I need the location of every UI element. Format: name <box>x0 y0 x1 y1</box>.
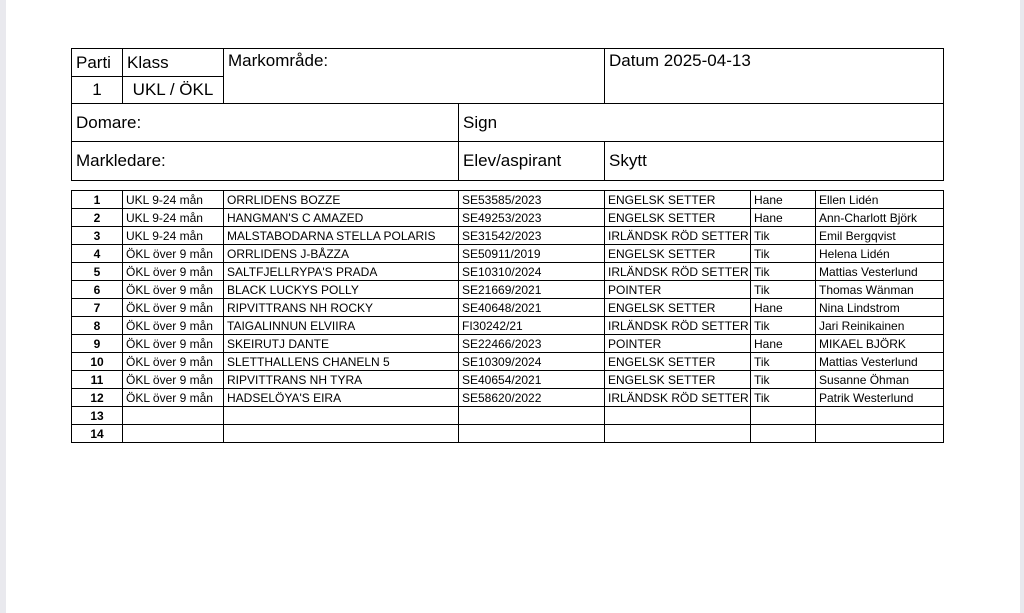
row-handler: Susanne Öhman <box>816 371 944 389</box>
row-reg-number: SE40654/2021 <box>459 371 605 389</box>
score-sheet <box>71 48 943 443</box>
row-breed: POINTER <box>605 281 751 299</box>
row-breed: ENGELSK SETTER <box>605 209 751 227</box>
row-dog-name: SLETTHALLENS CHANELN 5 <box>224 353 459 371</box>
row-klass: ÖKL över 9 mån <box>123 371 224 389</box>
row-number: 12 <box>72 389 123 407</box>
table-row <box>72 407 944 425</box>
datum-label: Datum 2025-04-13 <box>605 49 944 104</box>
table-row <box>72 335 944 353</box>
row-sex: Tik <box>751 389 816 407</box>
row-dog-name <box>224 407 459 425</box>
parti-value: 1 <box>72 77 123 104</box>
row-breed: IRLÄNDSK RÖD SETTER <box>605 263 751 281</box>
row-reg-number: SE58620/2022 <box>459 389 605 407</box>
row-dog-name: SKEIRUTJ DANTE <box>224 335 459 353</box>
row-reg-number <box>459 425 605 443</box>
row-klass: ÖKL över 9 mån <box>123 389 224 407</box>
entries-table <box>71 190 944 443</box>
row-reg-number: FI30242/21 <box>459 317 605 335</box>
row-sex: Tik <box>751 263 816 281</box>
row-sex: Hane <box>751 335 816 353</box>
markledare-label: Markledare: <box>72 142 459 181</box>
row-reg-number: SE21669/2021 <box>459 281 605 299</box>
row-klass: UKL 9-24 mån <box>123 227 224 245</box>
document-page <box>6 0 1020 613</box>
domare-label: Domare: <box>72 104 459 142</box>
table-row <box>72 389 944 407</box>
row-klass: ÖKL över 9 mån <box>123 245 224 263</box>
header-table <box>71 48 944 181</box>
row-number: 2 <box>72 209 123 227</box>
row-handler: Patrik Westerlund <box>816 389 944 407</box>
row-reg-number <box>459 407 605 425</box>
row-number: 7 <box>72 299 123 317</box>
row-dog-name <box>224 425 459 443</box>
row-klass <box>123 425 224 443</box>
row-handler: Ellen Lidén <box>816 191 944 209</box>
table-row <box>72 425 944 443</box>
row-number: 1 <box>72 191 123 209</box>
row-klass: ÖKL över 9 mån <box>123 353 224 371</box>
row-number: 11 <box>72 371 123 389</box>
row-reg-number: SE53585/2023 <box>459 191 605 209</box>
row-klass: ÖKL över 9 mån <box>123 263 224 281</box>
row-breed: ENGELSK SETTER <box>605 353 751 371</box>
row-dog-name: ORRLIDENS BOZZE <box>224 191 459 209</box>
row-breed <box>605 407 751 425</box>
row-handler: Mattias Vesterlund <box>816 353 944 371</box>
row-sex: Tik <box>751 281 816 299</box>
row-sex: Hane <box>751 209 816 227</box>
row-breed: ENGELSK SETTER <box>605 299 751 317</box>
row-breed: ENGELSK SETTER <box>605 191 751 209</box>
table-row <box>72 209 944 227</box>
row-dog-name: HADSELÖYA'S EIRA <box>224 389 459 407</box>
row-klass: ÖKL över 9 mån <box>123 281 224 299</box>
row-breed: ENGELSK SETTER <box>605 371 751 389</box>
row-breed: IRLÄNDSK RÖD SETTER <box>605 389 751 407</box>
table-row <box>72 227 944 245</box>
row-klass: UKL 9-24 mån <box>123 191 224 209</box>
row-sex: Tik <box>751 371 816 389</box>
row-breed: IRLÄNDSK RÖD SETTER <box>605 227 751 245</box>
klass-label: Klass <box>123 49 224 77</box>
klass-value: UKL / ÖKL <box>123 77 224 104</box>
row-dog-name: MALSTABODARNA STELLA POLARIS <box>224 227 459 245</box>
row-handler: Ann-Charlott Björk <box>816 209 944 227</box>
row-klass <box>123 407 224 425</box>
row-sex: Tik <box>751 227 816 245</box>
table-row <box>72 317 944 335</box>
row-handler: Mattias Vesterlund <box>816 263 944 281</box>
row-number: 9 <box>72 335 123 353</box>
row-number: 3 <box>72 227 123 245</box>
row-dog-name: RIPVITTRANS NH ROCKY <box>224 299 459 317</box>
row-reg-number: SE10309/2024 <box>459 353 605 371</box>
row-dog-name: TAIGALINNUN ELVIIRA <box>224 317 459 335</box>
row-number: 8 <box>72 317 123 335</box>
row-sex: Tik <box>751 245 816 263</box>
row-reg-number: SE49253/2023 <box>459 209 605 227</box>
table-row <box>72 299 944 317</box>
table-row <box>72 281 944 299</box>
row-handler: MIKAEL BJÖRK <box>816 335 944 353</box>
row-reg-number: SE10310/2024 <box>459 263 605 281</box>
row-klass: ÖKL över 9 mån <box>123 317 224 335</box>
row-handler <box>816 425 944 443</box>
row-sex: Tik <box>751 353 816 371</box>
row-handler: Emil Bergqvist <box>816 227 944 245</box>
row-dog-name: BLACK LUCKYS POLLY <box>224 281 459 299</box>
sign-label: Sign <box>459 104 944 142</box>
row-breed: POINTER <box>605 335 751 353</box>
elev-aspirant-label: Elev/aspirant <box>459 142 605 181</box>
row-reg-number: SE22466/2023 <box>459 335 605 353</box>
row-number: 13 <box>72 407 123 425</box>
row-breed <box>605 425 751 443</box>
table-row <box>72 353 944 371</box>
row-sex <box>751 407 816 425</box>
table-row <box>72 191 944 209</box>
row-handler <box>816 407 944 425</box>
row-breed: IRLÄNDSK RÖD SETTER <box>605 317 751 335</box>
row-handler: Jari Reinikainen <box>816 317 944 335</box>
row-sex: Hane <box>751 191 816 209</box>
row-klass: UKL 9-24 mån <box>123 209 224 227</box>
markomrade-label: Markområde: <box>224 49 605 104</box>
table-row <box>72 371 944 389</box>
row-number: 14 <box>72 425 123 443</box>
row-number: 6 <box>72 281 123 299</box>
row-reg-number: SE50911/2019 <box>459 245 605 263</box>
row-reg-number: SE31542/2023 <box>459 227 605 245</box>
skytt-label: Skytt <box>605 142 944 181</box>
row-handler: Thomas Wänman <box>816 281 944 299</box>
row-klass: ÖKL över 9 mån <box>123 335 224 353</box>
row-number: 5 <box>72 263 123 281</box>
row-number: 4 <box>72 245 123 263</box>
row-klass: ÖKL över 9 mån <box>123 299 224 317</box>
row-breed: ENGELSK SETTER <box>605 245 751 263</box>
row-sex: Hane <box>751 299 816 317</box>
row-dog-name: HANGMAN'S C AMAZED <box>224 209 459 227</box>
table-row <box>72 263 944 281</box>
row-sex <box>751 425 816 443</box>
row-dog-name: ORRLIDENS J-BÅZZA <box>224 245 459 263</box>
row-reg-number: SE40648/2021 <box>459 299 605 317</box>
table-row <box>72 245 944 263</box>
row-sex: Tik <box>751 317 816 335</box>
row-handler: Helena Lidén <box>816 245 944 263</box>
parti-label: Parti <box>72 49 123 77</box>
row-handler: Nina Lindstrom <box>816 299 944 317</box>
row-number: 10 <box>72 353 123 371</box>
row-dog-name: SALTFJELLRYPA'S PRADA <box>224 263 459 281</box>
row-dog-name: RIPVITTRANS NH TYRA <box>224 371 459 389</box>
